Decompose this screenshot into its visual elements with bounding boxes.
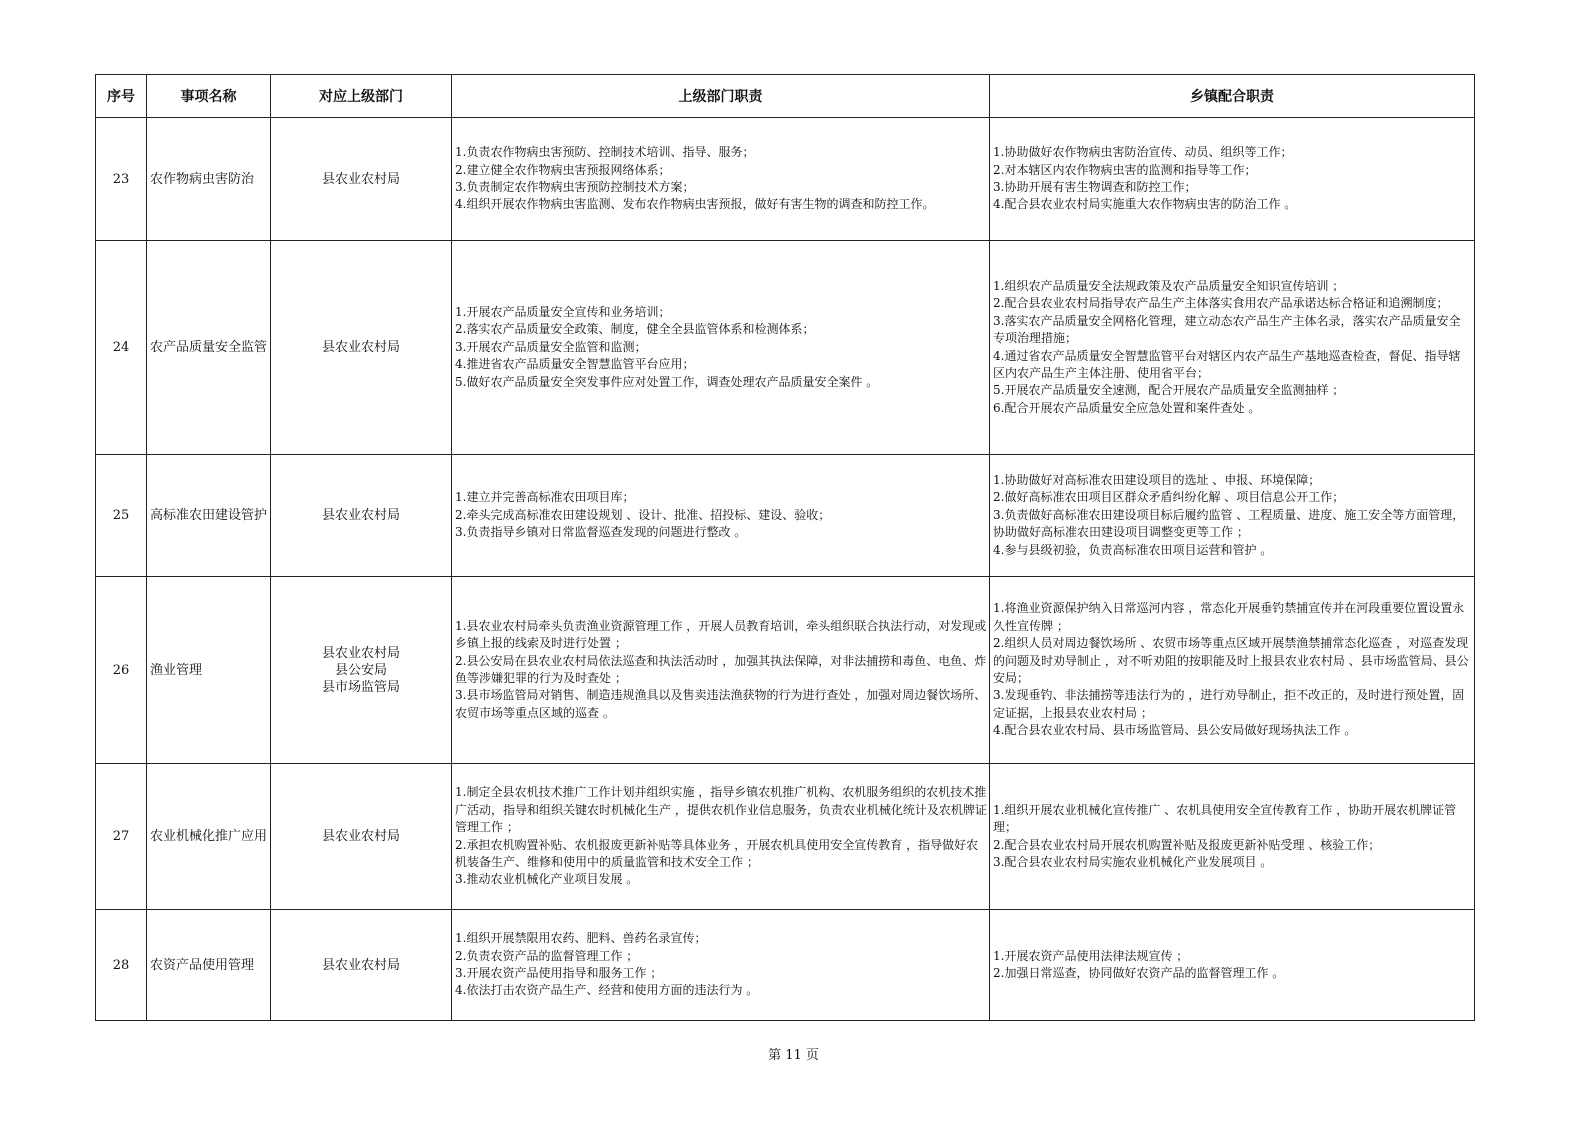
item-name: 农业机械化推广应用 [147,764,271,910]
duty-line: 2.牵头完成高标准农田建设规划 、设计、批准、招投标、建设、验收； [455,507,831,522]
duty-line: 3.县市场监管局对销售、制造违规渔具以及售卖违法渔获物的行为进行查处 ，加强对周边餐饮场所、农贸市场等重点区域的巡查 。 [455,688,987,720]
town-duty-cell [990,455,1475,577]
dept-name: 县农业农村局 [321,957,400,973]
duty-line: 3.负责做好高标准农田建设项目标后履约监管 、工程质量、进度、施工安全等方面管理，协助做好高标准农田建设项目调整变更等工作 ； [993,507,1465,540]
duty-line: 3.推动农业机械化产业项目发展 。 [455,872,639,887]
duty-line: 3.落实农产品质量安全网格化管理，建立动态农产品生产主体名录，落实农产品质量安全专项治理措施； [993,313,1461,346]
table-row [96,118,1475,241]
town-duty-cell [990,241,1475,455]
row-number: 24 [96,241,147,455]
duty-line: 3.开展农产品质量安全监管和监测； [455,339,647,354]
duty-line: 4.参与县级初验，负责高标准农田项目运营和管护 。 [993,542,1273,557]
row-number: 25 [96,455,147,577]
duty-line: 2.承担农机购置补贴、农机报废更新补贴等具体业务 ，开展农机具使用安全宣传教育 ，指导做好农机装备生产、维修和使用中的质量监管和技术安全工作 ； [455,837,979,869]
duty-line: 6.配合开展农产品质量安全应急处置和案件查处 。 [993,400,1261,415]
row-number: 26 [96,577,147,764]
upper-duty-cell [452,910,990,1021]
dept-name: 县农业农村局 [321,829,400,844]
dept-name: 县农业农村局 [321,508,400,523]
duty-line: 1.协助做好农作物病虫害防治宣传、动员、组织等工作； [993,145,1293,160]
duty-line: 5.做好农产品质量安全突发事件应对处置工作，调查处理农产品质量安全案件 。 [455,374,879,389]
duty-line: 3.负责制定农作物病虫害预防控制技术方案； [455,180,695,194]
dept-cell [271,118,452,241]
duty-line: 4.通过省农产品质量安全智慧监管平台对辖区内农产品生产基地巡查检查，督促、指导辖区内农产品生产主体注册、使用省平台； [993,348,1461,380]
town-duty-cell [990,910,1475,1021]
dept-name: 县农业农村局 [321,645,400,661]
duty-line: 4.组织开展农作物病虫害监测、发布农作物病虫害预报，做好有害生物的调查和防控工作。 [455,197,935,212]
page-number: 第 11 页 [768,1048,819,1063]
duty-line: 1.建立并完善高标准农田项目库； [455,490,635,505]
duty-line: 1.开展农资产品使用法律法规宣传 ； [993,948,1189,963]
header-item-name: 事项名称 [147,75,271,118]
duty-line: 1.组织农产品质量安全法规政策及农产品质量安全知识宣传培训 ； [993,278,1345,293]
duty-line: 4.推进省农产品质量安全智慧监管平台应用； [455,357,695,372]
duty-table [95,74,1475,1021]
dept-name: 县市场监管局 [321,679,400,695]
duty-line: 4.配合县农业农村局、县市场监管局、县公安局做好现场执法工作 。 [993,723,1357,738]
upper-duty-cell [452,118,990,241]
duty-line: 4.配合县农业农村局实施重大农作物病虫害的防治工作 。 [993,197,1297,212]
duty-line: 2.县公安局在县农业农村局依法巡查和执法活动时 ，加强其执法保障，对非法捕捞和毒鱼、电鱼、炸鱼等涉嫌犯罪的行为及时查处 ； [455,653,987,685]
duty-line: 1.组织开展禁限用农药、肥料、兽药名录宣传； [455,931,707,946]
item-name: 渔业管理 [147,577,271,764]
dept-name: 县农业农村局 [321,340,400,355]
table-row [96,764,1475,910]
duty-line: 3.发现垂钓、非法捕捞等违法行为的 ，进行劝导制止，拒不改正的，及时进行预处置，固定证据，上报县农业农村局 ； [993,688,1465,720]
duty-line: 1.协助做好对高标准农田建设项目的选址 、申报、环境保障； [993,472,1321,487]
duty-line: 1.将渔业资源保护纳入日常巡河内容 ，常态化开展垂钓禁捕宣传并在河段重要位置设置永久性宣传牌 ； [993,601,1465,633]
dept-cell [271,764,452,910]
upper-duty-cell [452,764,990,910]
dept-cell [271,455,452,577]
duty-line: 3.负责指导乡镇对日常监督巡查发现的问题进行整改 。 [455,525,747,540]
upper-duty-cell [452,241,990,455]
duty-line: 2.配合县农业农村局开展农机购置补贴及报废更新补贴受理 、核验工作； [993,837,1381,852]
dept-name: 县公安局 [334,662,387,678]
duty-line: 2.建立健全农作物病虫害预报网络体系； [455,162,671,177]
duty-line: 3.开展农资产品使用指导和服务工作 ； [455,966,663,980]
town-duty-cell [990,764,1475,910]
duty-line: 4.依法打击农资产品生产、经营和使用方面的违法行为 。 [455,983,759,998]
header-num: 序号 [96,75,147,118]
table-header-row [96,75,1475,118]
header-dept: 对应上级部门 [271,75,452,118]
dept-name: 县农业农村局 [321,171,400,187]
duty-line: 1.县农业农村局牵头负责渔业资源管理工作 ，开展人员教育培训，牵头组织联合执法行动，对发现或乡镇上报的线索及时进行处置 ； [455,618,987,651]
table-row [96,455,1475,577]
town-duty-cell [990,118,1475,241]
duty-line: 3.协助开展有害生物调查和防控工作； [993,180,1197,194]
duty-line: 2.加强日常巡查，协同做好农资产品的监督管理工作 。 [993,966,1285,980]
town-duty-cell [990,577,1475,764]
item-name: 高标准农田建设管护 [147,455,271,577]
duty-line: 2.做好高标准农田项目区群众矛盾纠纷化解 、项目信息公开工作； [993,490,1345,505]
dept-cell [271,910,452,1021]
dept-cell [271,577,452,764]
duty-line: 2.配合县农业农村局指导农产品生产主体落实食用农产品承诺达标合格证和追溯制度； [993,296,1449,311]
row-number: 27 [96,764,147,910]
upper-duty-cell [452,455,990,577]
table-row [96,577,1475,764]
duty-line: 2.负责农资产品的监督管理工作 ； [455,948,639,963]
duty-line: 3.配合县农业农村局实施农业机械化产业发展项目 。 [993,854,1273,869]
duty-line: 1.组织开展农业机械化宣传推广 、农机具使用安全宣传教育工作 ，协助开展农机牌证管理； [993,802,1457,835]
dept-cell [271,241,452,455]
table-row [96,241,1475,455]
item-name: 农资产品使用管理 [147,910,271,1021]
item-name: 农作物病虫害防治 [147,118,271,241]
table-row [96,910,1475,1021]
row-number: 28 [96,910,147,1021]
row-number: 23 [96,118,147,241]
upper-duty-cell [452,577,990,764]
header-town-duty: 乡镇配合职责 [990,75,1475,118]
duty-line: 1.开展农产品质量安全宣传和业务培训； [455,304,671,319]
duty-line: 1.负责农作物病虫害预防、控制技术培训、指导、服务； [455,145,755,160]
duty-line: 2.组织人员对周边餐饮场所 、农贸市场等重点区域开展禁渔禁捕常态化巡查 ，对巡查发现的问题及时劝导制止 ，对不听劝阻的按职能及时上报县农业农村局 、县市场监管局、县公安局； [993,636,1469,685]
duty-line: 1.制定全县农机技术推广工作计划并组织实施 ，指导乡镇农机推广机构、农机服务组织的农机技术推广活动，指导和组织关键农时机械化生产 ，提供农机作业信息服务，负责农业机械化统计及农机牌证管理工作 ； [455,785,987,835]
duty-line: 5.开展农产品质量安全速测，配合开展农产品质量安全监测抽样 ； [993,383,1345,398]
item-name: 农产品质量安全监管 [147,241,271,455]
duty-line: 2.对本辖区内农作物病虫害的监测和指导等工作； [993,162,1257,177]
table-body [96,118,1475,1021]
duty-line: 2.落实农产品质量安全政策、制度，健全全县监管体系和检测体系； [455,322,815,337]
header-upper-duty: 上级部门职责 [452,75,990,118]
